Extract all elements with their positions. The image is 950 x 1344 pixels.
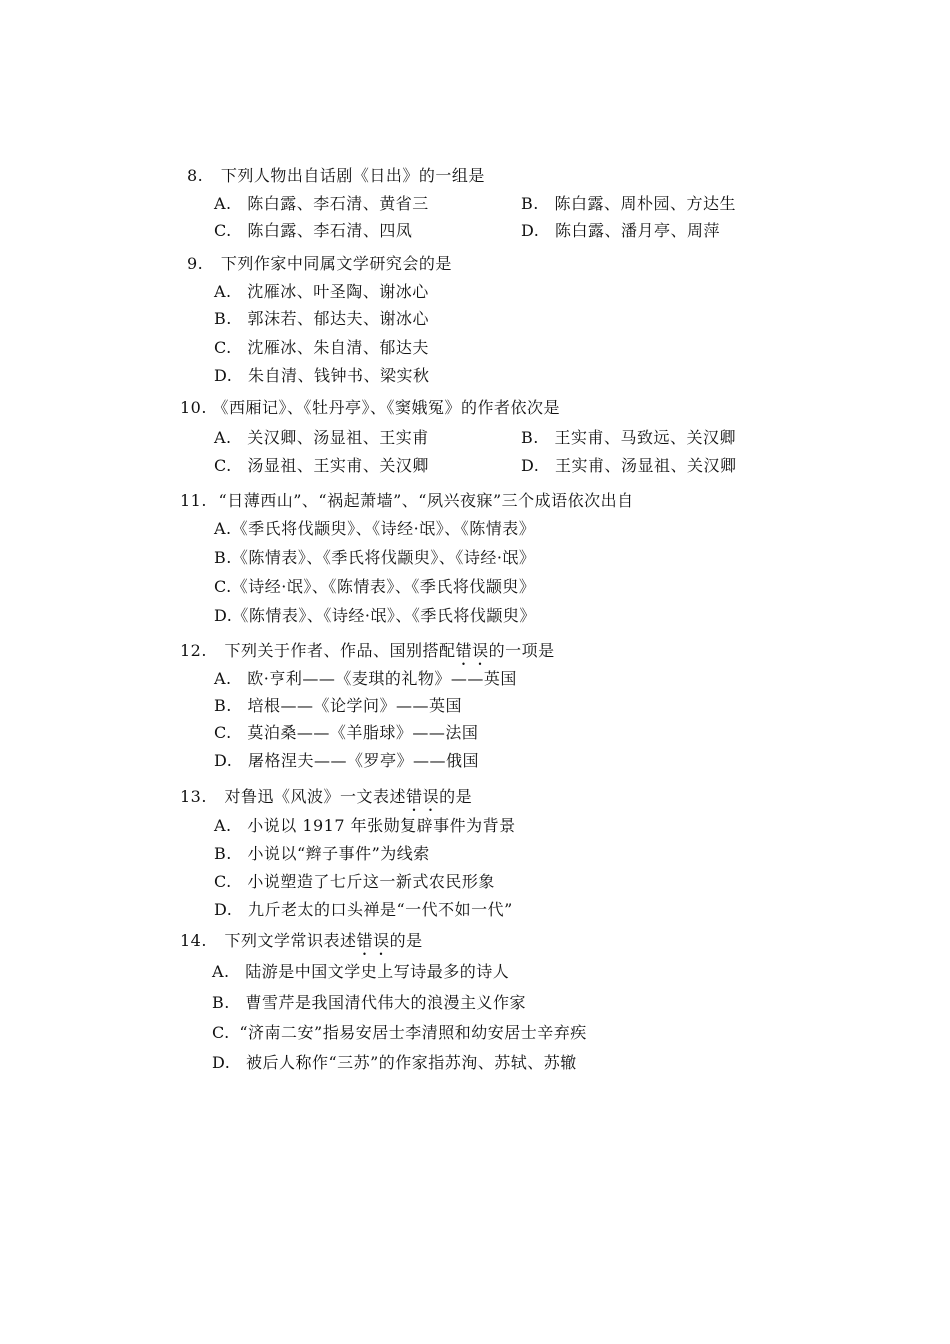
question-text-post: 的是: [439, 787, 473, 806]
question-10-option-d: [521, 456, 736, 476]
option-text: 小说以 1917 年张勋复辟事件为背景: [247, 816, 516, 835]
option-text: 曹雪芹是我国清代伟大的浪漫主义作家: [245, 993, 526, 1012]
question-text: 下列人物出自话剧《日出》的一组是: [220, 166, 485, 185]
option-letter: D.: [214, 900, 233, 919]
question-14-option-c: [212, 1023, 587, 1043]
option-letter: C.: [214, 723, 232, 742]
question-14-option-d: [212, 1053, 577, 1073]
option-text: 朱自清、钱钟书、梁实秋: [247, 366, 430, 385]
option-letter: B.: [214, 548, 232, 567]
option-text: 屠格涅夫——《罗亭》——俄国: [247, 751, 479, 770]
question-10-option-a: [214, 428, 429, 448]
option-letter: C.: [212, 1023, 230, 1042]
question-13-option-c: [214, 872, 495, 892]
emphasized-word: 错误: [406, 787, 440, 806]
option-letter: D.: [521, 456, 540, 475]
question-text-post: 的一项是: [488, 641, 555, 660]
option-letter: D.: [214, 606, 233, 625]
question-number: 12.: [180, 641, 207, 660]
option-letter: C.: [214, 338, 232, 357]
question-12-option-b: [214, 696, 462, 716]
option-letter: A.: [214, 816, 232, 835]
emphasized-word: 错误: [356, 931, 390, 950]
option-letter: D.: [521, 221, 540, 240]
question-text: 下列作家中同属文学研究会的是: [220, 254, 452, 273]
option-text: 沈雁冰、叶圣陶、谢冰心: [247, 282, 429, 301]
question-13-option-d: [214, 900, 513, 920]
option-text: 九斤老太的口头禅是“一代不如一代”: [247, 900, 513, 919]
option-letter: D.: [214, 366, 233, 385]
option-letter: B.: [521, 194, 539, 213]
question-12-option-d: [214, 751, 479, 771]
question-9-stem: [187, 254, 452, 274]
option-letter: C.: [214, 456, 232, 475]
option-letter: A.: [214, 428, 232, 447]
question-number: 11.: [180, 491, 207, 510]
emphasized-word: 错误: [455, 641, 489, 660]
option-letter: B.: [214, 844, 232, 863]
option-text: 《陈情表》、《诗经·氓》、《季氏将伐颛臾》: [232, 606, 536, 625]
option-text: 小说以“辫子事件”为线索: [247, 844, 430, 863]
question-14-option-b: [212, 993, 526, 1013]
option-letter: C.: [214, 221, 232, 240]
question-9-option-a: [214, 282, 429, 302]
option-letter: B.: [214, 309, 232, 328]
option-letter: C.: [214, 577, 232, 596]
question-text-pre: 下列文学常识表述: [224, 931, 357, 950]
question-8-option-c: [214, 221, 412, 241]
question-text-pre: 下列关于作者、作品、国别搭配: [224, 641, 456, 660]
option-text: “济南二安”指易安居士李清照和幼安居士辛弃疾: [239, 1023, 587, 1042]
question-8-option-a: [214, 194, 429, 214]
option-letter: A.: [214, 519, 232, 538]
question-8-option-d: [521, 221, 720, 241]
option-letter: A.: [212, 962, 230, 981]
question-11-option-c: [214, 577, 535, 597]
option-text: 《陈情表》、《季氏将伐颛臾》、《诗经·氓》: [231, 548, 536, 567]
option-text: 郭沫若、郁达夫、谢冰心: [247, 309, 429, 328]
question-9-option-b: [214, 309, 429, 329]
question-14-stem: [180, 931, 423, 959]
option-text: 王实甫、汤显祖、关汉卿: [554, 456, 737, 475]
question-number: 10.: [180, 398, 207, 417]
question-11-option-b: [214, 548, 535, 568]
question-11-stem: [180, 491, 634, 511]
question-10-option-b: [521, 428, 736, 448]
option-text: 陈白露、李石清、黄省三: [247, 194, 429, 213]
option-text: 关汉卿、汤显祖、王实甫: [247, 428, 429, 447]
question-13-option-b: [214, 844, 430, 864]
question-11-option-d: [214, 606, 536, 626]
option-letter: B.: [521, 428, 539, 447]
question-12-option-c: [214, 723, 478, 743]
option-text: 沈雁冰、朱自清、郁达夫: [247, 338, 429, 357]
question-number: 13.: [180, 787, 207, 806]
question-14-option-a: [212, 962, 509, 982]
option-text: 陈白露、潘月亭、周萍: [554, 221, 720, 240]
question-10-stem: [180, 398, 560, 418]
option-letter: B.: [212, 993, 230, 1012]
option-text: 汤显祖、王实甫、关汉卿: [247, 456, 429, 475]
question-12-stem: [180, 641, 555, 669]
question-9-option-d: [214, 366, 429, 386]
option-text: 陆游是中国文学史上写诗最多的诗人: [245, 962, 510, 981]
question-13-option-a: [214, 816, 516, 836]
question-10-option-c: [214, 456, 429, 476]
option-text: 《季氏将伐颛臾》、《诗经·氓》、《陈情表》: [231, 519, 536, 538]
question-text-post: 的是: [389, 931, 423, 950]
option-letter: A.: [214, 282, 232, 301]
option-text: 陈白露、周朴园、方达生: [554, 194, 736, 213]
question-text-pre: 对鲁迅《风波》一文表述: [224, 787, 407, 806]
question-number: 14.: [180, 931, 207, 950]
question-8-option-b: [521, 194, 736, 214]
option-letter: A.: [214, 194, 232, 213]
question-number: 9.: [187, 254, 204, 273]
option-letter: D.: [212, 1053, 231, 1072]
question-13-stem: [180, 787, 472, 815]
question-text: “日薄西山”、“祸起萧墙”、“夙兴夜寐”三个成语依次出自: [218, 491, 634, 510]
option-text: 陈白露、李石清、四凤: [247, 221, 413, 240]
option-text: 小说塑造了七斤这一新式农民形象: [247, 872, 495, 891]
option-text: 王实甫、马致远、关汉卿: [554, 428, 736, 447]
option-text: 欧·亨利——《麦琪的礼物》——英国: [247, 669, 517, 688]
question-12-option-a: [214, 669, 517, 689]
option-text: 《诗经·氓》、《陈情表》、《季氏将伐颛臾》: [231, 577, 536, 596]
option-text: 被后人称作“三苏”的作家指苏洵、苏轼、苏辙: [245, 1053, 577, 1072]
question-11-option-a: [214, 519, 535, 539]
option-text: 培根——《论学问》——英国: [247, 696, 462, 715]
option-letter: A.: [214, 669, 232, 688]
option-letter: D.: [214, 751, 233, 770]
question-number: 8.: [187, 166, 204, 185]
option-letter: B.: [214, 696, 232, 715]
question-text: 《西厢记》、《牡丹亭》、《窦娥冤》的作者依次是: [212, 398, 561, 417]
option-text: 莫泊桑——《羊脂球》——法国: [247, 723, 479, 742]
option-letter: C.: [214, 872, 232, 891]
question-8-stem: [187, 166, 485, 186]
question-9-option-c: [214, 338, 429, 358]
